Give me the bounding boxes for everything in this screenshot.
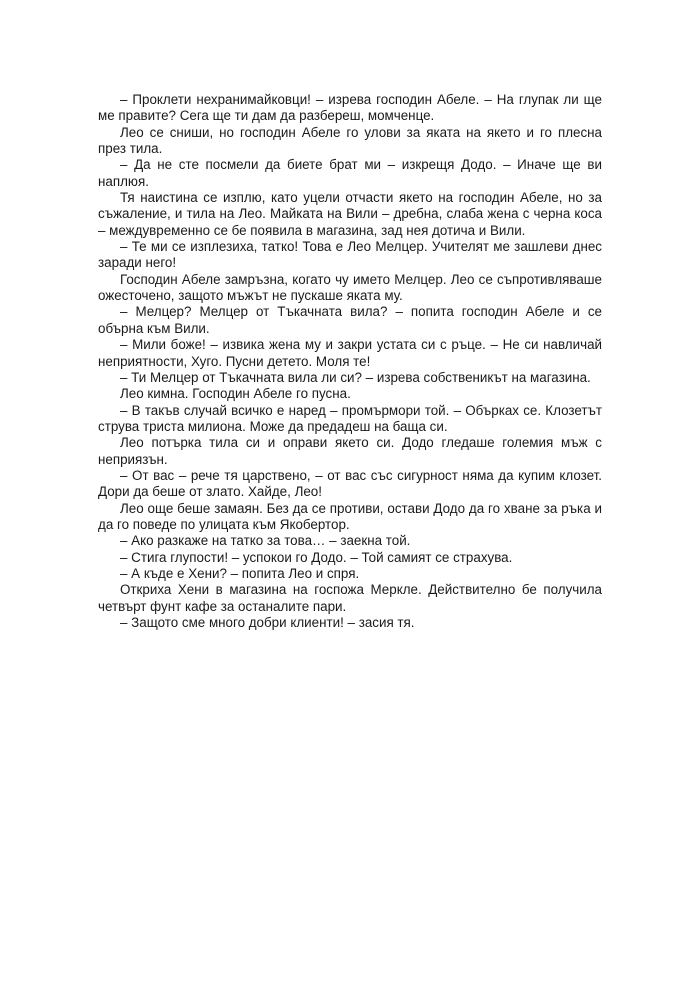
paragraph: Лео още беше замаян. Без да се противи, остави Додо да го хване за ръка и да го поведе по улицата към Якобертор. <box>98 500 602 532</box>
paragraph: – Проклети нехранимайковци! – изрева господин Абеле. – На глупак ли ще ме правите? Сега ще ти дам да разбереш, момченце. <box>98 92 602 124</box>
paragraph: – Ти Мелцер от Тъкачната вила ли си? – изрева собственикът на магазина. <box>120 369 591 385</box>
paragraph: – Ако разкаже на татко за това… – заекна той. <box>120 533 411 549</box>
paragraph: – Стига глупости! – успокои го Додо. – Той самият се страхува. <box>120 549 513 565</box>
paragraph: – Те ми се изплезиха, татко! Това е Лео Мелцер. Учителят ме зашлеви днес заради него! <box>98 239 602 271</box>
paragraph: – Мили боже! – извика жена му и закри устата си с ръце. – Не си навличай неприятности, Хуго. Пусни детето. Моля те! <box>98 337 602 369</box>
paragraph: – Да не сте посмели да биете брат ми – изкрещя Додо. – Иначе ще ви наплюя. <box>98 157 602 189</box>
body-text <box>98 92 602 631</box>
paragraph: Лео потърка тила си и оправи якето си. Додо гледаше големия мъж с неприязън. <box>98 435 602 467</box>
paragraph: Откриха Хени в магазина на госпожа Меркле. Действително бе получила четвърт фунт кафе за останалите пари. <box>98 582 602 614</box>
paragraph: – Защото сме много добри клиенти! – засия тя. <box>120 615 415 630</box>
paragraph: Господин Абеле замръзна, когато чу името Мелцер. Лео се съпротивляваше ожесточено, защото мъжът не пускаше яката му. <box>98 271 602 304</box>
paragraph: – От вас – рече тя царствено, – от вас със сигурност няма да купим клозет. Дори да беше от злато. Хайде, Лео! <box>98 467 602 500</box>
paragraph: – А къде е Хени? – попита Лео и спря. <box>120 565 360 581</box>
paragraph: – В такъв случай всичко е наред – промърмори той. – Обърках се. Клозетът струва триста милиона. Може да предадеш на баща си. <box>98 402 602 434</box>
paragraph: – Мелцер? Мелцер от Тъкачната вила? – попита господин Абеле и се обърна към Вили. <box>98 304 602 336</box>
paragraph: Лео кимна. Господин Абеле го пусна. <box>120 386 351 402</box>
paragraph: Тя наистина се изплю, като уцели отчасти якето на господин Абеле, но за съжаление, и тила на Лео. Майката на Вили – дребна, слаба жена с черна коса – междувременно се бе появила в магазина, зад нея дотича и Вили. <box>98 190 602 238</box>
paragraph: Лео се сниши, но господин Абеле го улови за яката на якето и го плесна през тила. <box>98 124 602 157</box>
